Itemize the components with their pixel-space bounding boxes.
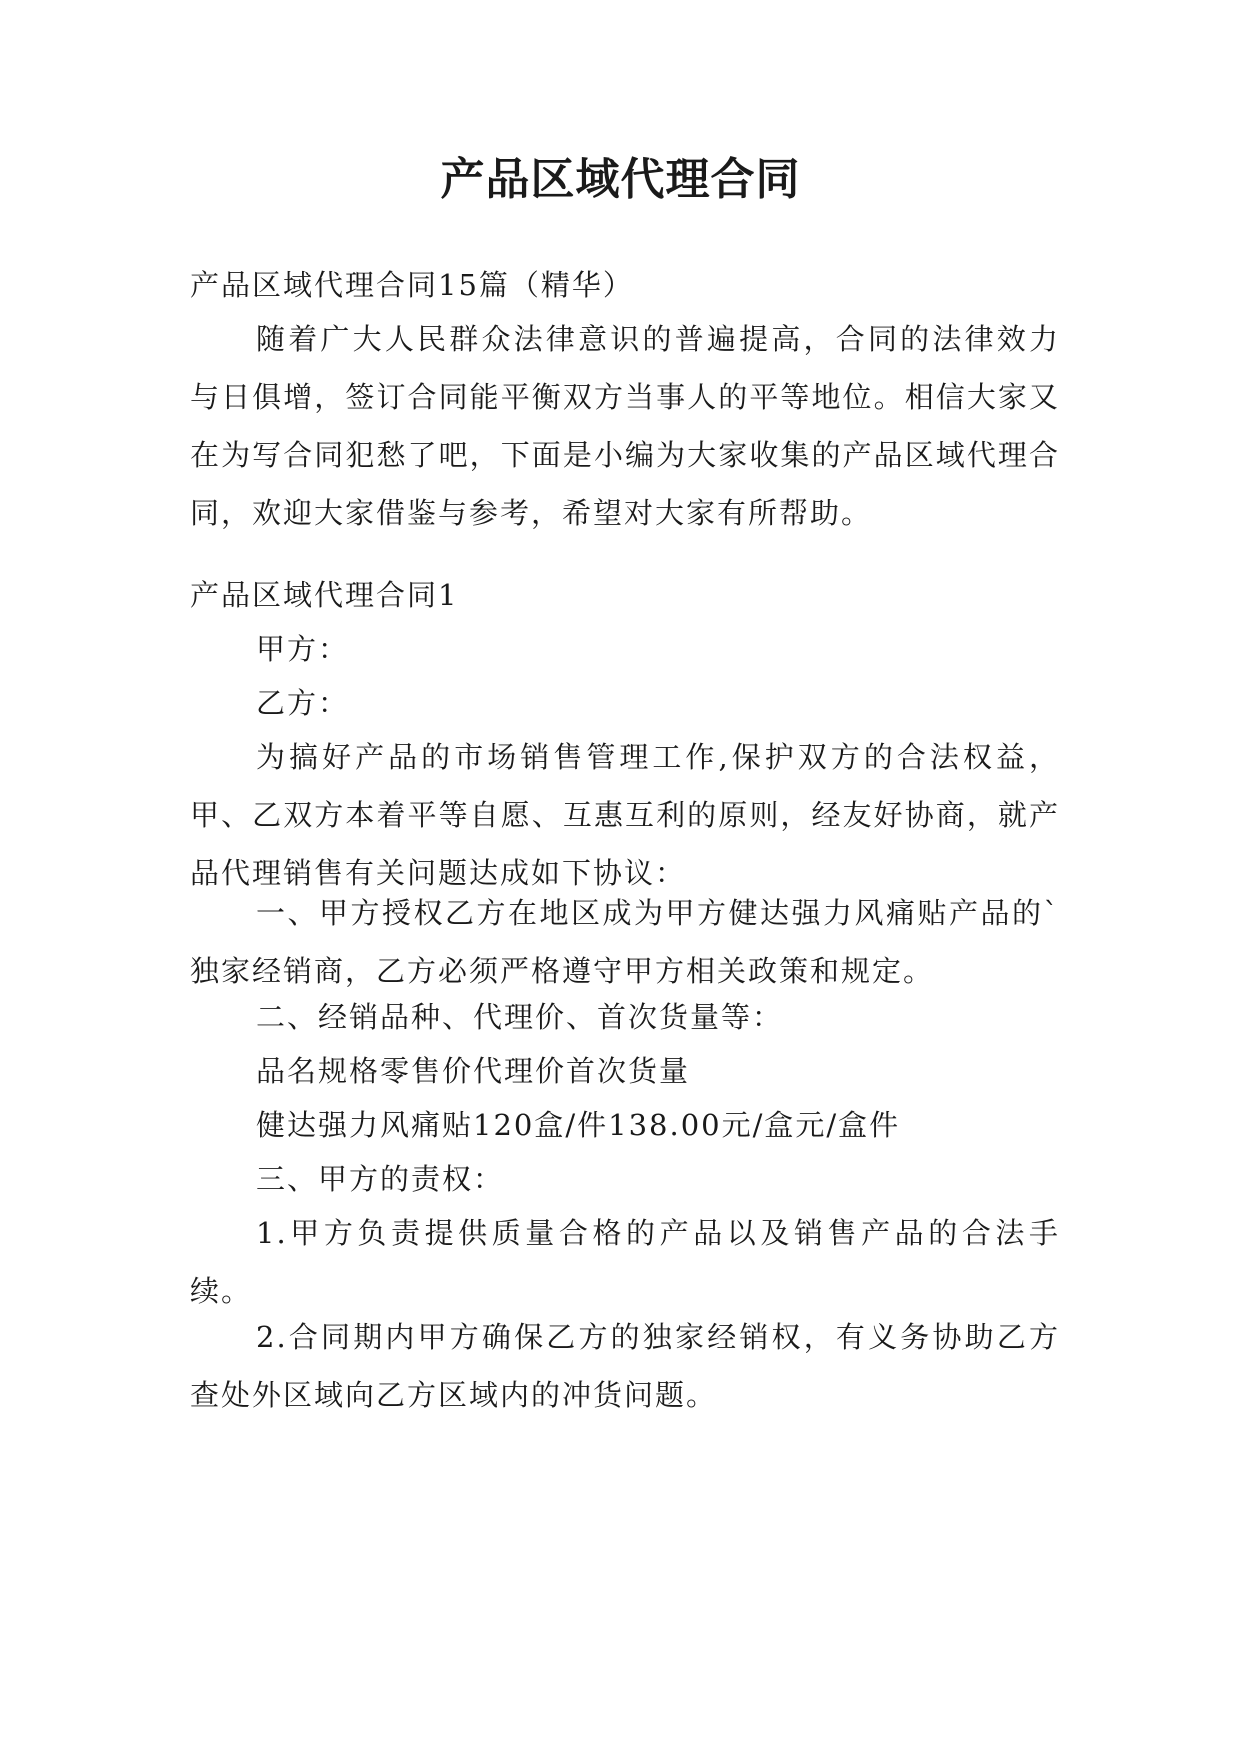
party-b-line: 乙方： (256, 686, 350, 720)
clause-2-heading: 二、经销品种、代理价、首次货量等： (256, 1000, 784, 1034)
intro-paragraph: 随着广大人民群众法律意识的普遍提高，合同的法律效力与日俱增，签订合同能平衡双方当事人的平等地位。相信大家又在为写合同犯愁了吧，下面是小编为大家收集的产品区域代理合同，欢迎大家借鉴与参考，希望对大家有所帮助。 (190, 322, 1060, 530)
preamble-paragraph: 为搞好产品的市场销售管理工作,保护双方的合法权益，甲、乙双方本着平等自愿、互惠互利的原则，经友好协商，就产品代理销售有关问题达成如下协议： (190, 740, 1060, 890)
document-subtitle: 产品区域代理合同15篇（精华） (190, 268, 634, 302)
product-table-header: 品名规格零售价代理价首次货量 (256, 1054, 691, 1088)
clause-3-item-1: 1.甲方负责提供质量合格的产品以及销售产品的合法手续。 (190, 1216, 1060, 1308)
product-table-row: 健达强力风痛贴120盒/件138.00元/盒元/盒件 (256, 1108, 901, 1142)
clause-1-paragraph: 一、甲方授权乙方在地区成为甲方健达强力风痛贴产品的`独家经销商，乙方必须严格遵守甲方相关政策和规定。 (190, 896, 1060, 988)
clause-3-heading: 三、甲方的责权： (256, 1162, 505, 1196)
party-a-line: 甲方： (256, 632, 350, 666)
document-title: 产品区域代理合同 (440, 154, 801, 205)
section-heading: 产品区域代理合同1 (190, 578, 459, 612)
clause-3-item-2: 2.合同期内甲方确保乙方的独家经销权，有义务协助乙方查处外区域向乙方区域内的冲货问题。 (190, 1320, 1060, 1412)
